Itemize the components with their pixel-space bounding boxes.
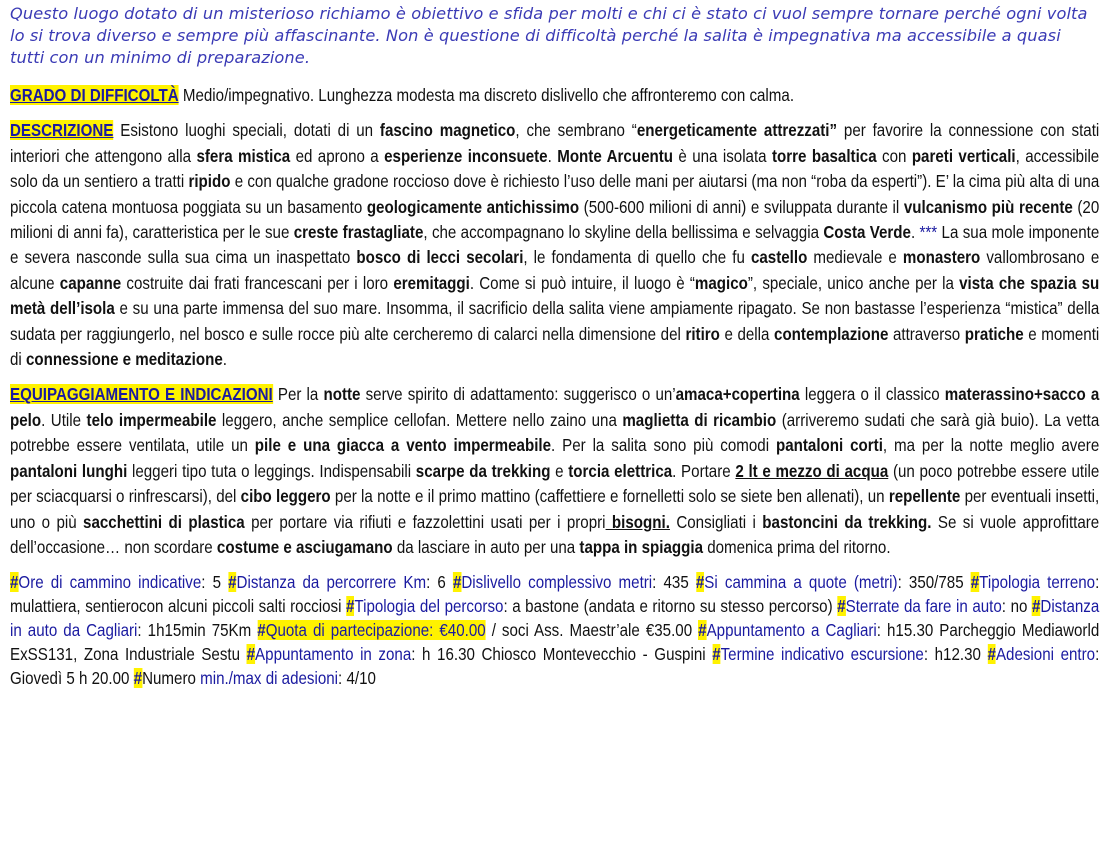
intro-paragraph: Questo luogo dotato di un misterioso richiamo è obiettivo e sfida per molti e chi ci è stato ci vuol sempre tornare perché ogni volta lo si trova diverso e sempre più affascinante. Non è questione di difficoltà perché la salita è impegnativa ma accessibile a quasi tutti con un minimo di preparazione. [10, 4, 1088, 67]
equipment-text: Per la notte serve spirito di adattamento: suggerisco o un’amaca+copertina leggera o il classico materassino+sacco a pelo. Utile telo impermeabile leggero, anche semplice cellofan. Mettere nello zaino una maglietta di ricambio (arriveremo sudati che sarà già buio). La vetta potrebbe essere ventilata, utile un pile e una giacca a vento impermeabile. Per la salita sono più comodi pantaloni corti, ma per la notte meglio avere pantaloni lunghi leggeri tipo tuta o leggings. Indispensabili scarpe da trekking e torcia elettrica. Portare 2 lt e mezzo di acqua (un poco potrebbe essere utile per sciacquarsi o rinfrescarsi), del cibo leggero per la notte e il primo mattino (caffettiere e fornelletti solo se siete ben allenati), un repellente per eventuali insetti, uno o più sacchettini di plastica per portare via rifiuti e fazzolettini usati per i propri bisogni. Consigliati i bastoncini da trekking. Se si vuole approfittare dell’occasione… non scordare costume e asciugamano da lasciare in auto per una tappa in spiaggia domenica prima del ritorno. [10, 384, 1100, 557]
info-item: #Tipologia terreno: mulattiera, sentierocon alcuni piccoli salti rocciosi [10, 572, 1100, 617]
info-item: #Appuntamento in zona: h 16.30 Chiosco Montevecchio - Guspini [246, 644, 713, 665]
info-item: #Ore di cammino indicative: 5 [10, 572, 229, 593]
equipment-heading: EQUIPAGGIAMENTO E INDICAZIONI [10, 384, 273, 405]
info-item: #Sterrate da fare in auto: no [837, 596, 1032, 617]
info-item: #Tipologia del percorso: a bastone (andata e ritorno su stesso percorso) [345, 596, 838, 617]
info-item: #Dislivello complessivo metri: 435 [452, 572, 696, 593]
info-item: #Distanza da percorrere Km: 6 [228, 572, 453, 593]
info-item: min./max di adesioni: 4/10 [200, 668, 376, 689]
trip-info [10, 570, 1099, 690]
info-item: #Termine indicativo escursione: h12.30 [712, 644, 988, 665]
difficulty-heading: GRADO DI DIFFICOLTÀ [10, 85, 179, 105]
difficulty-text: Medio/impegnativo. Lunghezza modesta ma discreto dislivello che affronteremo con calma. [178, 85, 795, 105]
description-section [10, 118, 1099, 372]
difficulty-section [10, 83, 1099, 108]
info-item: #Appuntamento a Cagliari: h15.30 Parcheggio Mediaworld ExSS131, Zona Industriale Sestu [10, 620, 1100, 665]
info-item: #Distanza in auto da Cagliari: 1h15min 75Km [10, 596, 1100, 641]
description-heading: DESCRIZIONE [10, 120, 114, 141]
description-text: Esistono luoghi speciali, dotati di un fascino magnetico, che sembrano “energeticamente attrezzati” per favorire la connessione con stati interiori che attengono alla sfera mistica ed aprono a esperienze inconsuete. Monte Arcuentu è una isolata torre basaltica con pareti verticali, accessibile solo da un sentiero a tratti ripido e con qualche gradone roccioso dove è richiesto l’uso delle mani per aiutarsi (ma non “roba da esperti”). E’ la cima più alta di una piccola catena montuosa poggiata su un basamento geologicamente antichissimo (500-600 milioni di anni) e sviluppata durante il vulcanismo più recente (20 milioni di anni fa), caratteristica per le sue creste frastagliate, che accompagnano lo skyline della bellissima e selvaggia Costa Verde. *** La sua mole imponente e severa nasconde sulla sua cima un inaspettato bosco di lecci secolari, le fondamenta di quello che fu castello medievale e monastero vallombrosano e alcune capanne costruite dai frati francescani per i loro eremitaggi. Come si può intuire, il luogo è “magico”, speciale, unico anche per la vista che spazia su metà dell’isola e su una parte immensa del suo mare. Insomma, il sacrificio della salita viene ampiamente ripagato. Se non bastasse l’esperienza “mistica” della sudata per raggiungerlo, nel bosco e sulle rocce più alte cercheremo di calarci nella dimensione del ritiro e della contemplazione attraverso pratiche e momenti di connessione e meditazione. [10, 120, 1100, 370]
info-item: #Numero [133, 668, 196, 689]
info-item: #Adesioni entro: Giovedì 5 h 20.00 [10, 644, 1100, 689]
info-item-price: #Quota di partecipazione: €40.00 / soci Ass. Maestr’ale €35.00 [257, 620, 699, 641]
equipment-section [10, 382, 1099, 560]
info-item: #Si cammina a quote (metri): 350/785 [695, 572, 971, 593]
